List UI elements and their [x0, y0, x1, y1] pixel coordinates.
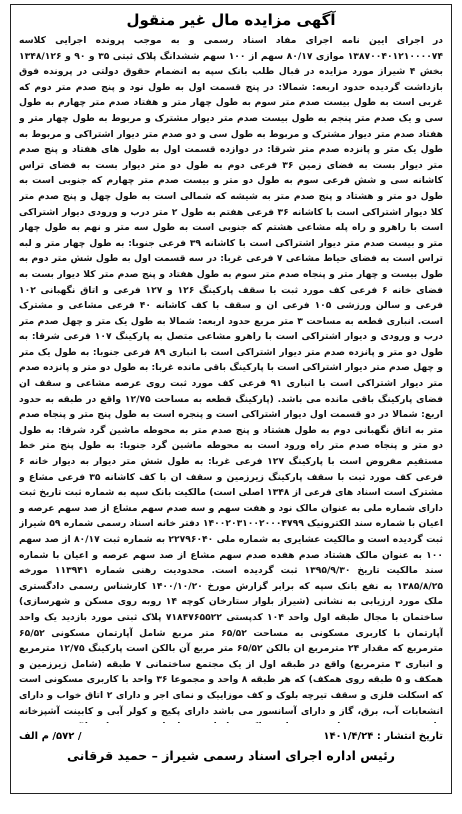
publish-date: تاریخ انتشار : ۱۴۰۱/۴/۲۴ — [323, 731, 443, 742]
reference-code: / ۵۷۲/ م الف — [19, 731, 82, 742]
signature-line: رئیس اداره اجرای اسناد رسمی شیراز – حمید قرقانی — [67, 748, 395, 763]
notice-frame — [10, 4, 452, 794]
notice-footer — [19, 731, 443, 742]
notice-title: آگهی مزایده مال غیر منقول — [126, 11, 336, 29]
notice-body: در اجرای ایین نامه اجرای مفاد اسناد رسمی و به موجب پرونده اجرایی کلاسه ۱۳۸۷۰۰۴۰۱۲۱۰۰۰۰۷۴ موازی ۸۰/۱۷ سهم از ۱۰۰ سهم ششدانگ پلاک ثبتی ۳۵ و ۹۰ و ۱۳۴۸/۱۲۶ بخش ۴ شیراز مورد مزایده در قبال طلب بانک سپه به انضمام حقوق دولتی در پرونده فوق بازداشت گردیده حدود اربعه: شمالا: در پنج قسمت اول به طول نود و پنج صدم متر دوم که غربی است به طول بیست صدم متر سوم به طول چهار متر و هفتاد صدم متر چهارم به طول سی و یک صدم متر پنجم به طول بیست صدم متر دیوار مشترک و مربوط به طول چهار متر و هفتاد صدم متر دیوار مشترک و مربوط به طول سی و دو صدم متر دیوار اشتراکی و مربوط به طول یک متر و پانزده صدم متر شرقا: در دوازده قسمت اول به طول های هفتاد و پنج صدم متر دیوار بست به فضای زمین ۳۶ فرعی دوم به طول دو متر دیوار بست به فضای تراس کاشانه سی و شش فرعی سوم به طول دو متر و بیست صدم متر چهارم که جنوبی است به طول دو متر و هشتاد و پنج صدم متر به شیشه که شمالی است به طول چهل و پنج صدم متر کلا دیوار اشتراکی است با کاشانه ۳۶ فرعی هفتم به طول ۲ متر درب و ورودی دیوار اشتراکی است با راهرو و راه پله مشاعی هشتم که جنوبی است به طول سه متر و نهم به طول چهار متر و بیست صدم متر دیوار اشتراکی است با کاشانه ۳۹ فرعی جنوبا: به طول چهار متر و لبه تراس است به فضای حیاط مشاعی ۷ فرعی غربا: در سه قسمت اول به طول شش متر دوم به طول بیست و چهار متر و پنجاه صدم متر سوم به طول هفتاد و پنج صدم متر کلا دیوار بست به فضای خانه ۶ فرعی کف مورد ثبت با سقف پارکینگ ۱۲۶ و ۱۲۷ فرعی و اتاق نگهبانی ۱۰۲ فرعی و سالن ورزشی ۱۰۵ فرعی ان و سقف با کف کاشانه ۴۰ فرعی مشاعی و مشترک است. انباری قطعه به مساحت ۳ متر مربع حدود اربعه: شمالا به طول یک متر و چهل صدم متر درب و ورودی و دیوار اشتراکی است با راهرو مشاعی متصل به پارکینگ ۱۰۷ فرعی شرقا: به طول دو متر و پانزده صدم متر دیوار اشتراکی است با انباری ۸۹ فرعی جنوبا: به طول یک متر و چهل صدم متر دیوار اشتراکی است با پارکینگ باقی مانده غربا: به طول دو متر و پانزده صدم متر دیوار اشتراکی است با انباری ۹۱ فرعی کف مورد ثبت روی عرصه مشاعی و سقف ان فضای پارکینگ باقی مانده می باشد. (پارکینگ قطعه به مساحت ۱۲/۷۵ واقع در طبقه به حدود اربع: شمالا در دو قسمت اول دیوار اشتراکی است و پنجره است به طول پنج متر و پنجاه صدم متر به اتاق نگهبانی دوم به طول هشتاد و پنج صدم متر به محوطه ماشین گرد شرقا: به طول دو متر و پنجاه صدم متر راه ورود است به محوطه ماشین گرد جنوبا: به طول پنج متر خط مستقیم مفروض است با پارکینگ ۱۲۷ فرعی غربا: به طول شش متر دیوار به دیوار خانه ۶ فرعی کف مورد ثبت با سقف پارکینگ زیرزمین و سقف ان با کف کاشانه ۳۵ فرعی مشاع و مشترک است اسناد های فرعی از ۱۳۴۸ اصلی است) مالکیت بانک سپه به شماره ثبت تاریخ ثبت دارای شماره ملی به عنوان مالک نود و هفت سهم و سه صدم سهم مشاع از صد سهم عرصه و اعیان با شماره سند الکترونیک ۱۴۰۰۲۰۳۱۰۰۲۰۰۰۴۷۹۹ دفتر خانه اسناد رسمی شماره ۵۹ شیراز ثبت گردیده است و مالکیت عشایری به شماره ملی ۲۲۷۹۶۰۴۰ به شماره ثبت ۸۰/۱۷ از صد سهم ۱۰۰ به عنوان مالک هشتاد صدم هفده صدم سهم مشاع از صد سهم عرصه و اعیان با شماره سند مالکیت تاریخ ۱۳۹۵/۹/۳۰ ثبت گردیده است. محدودیت رهنی شماره ۱۱۳۹۴۱ مورخه ۱۳۸۵/۸/۲۵ به نفع بانک سپه که برابر گزارش مورخ ۱۴۰۰/۱۰/۲۰ کارشناس رسمی دادگستری ملک مورد ارزیابی به نشانی (شیراز بلوار ستارخان کوچه ۱۴ روبه روی مسکن و شهرسازی) ساختمان با مجال طبقه اول واحد ۱۰۴ کدپستی ۷۱۸۴۷۶۵۵۲۲ پلاک ثبتی مورد بازدید یک واحد آپارتمان با کاربری مسکونی به مساحت ۶۵/۵۲ متر مربع شامل آپارتمان مسکونی ۶۵/۵۲ مترمربع که مقدار ۲۴ مترمربع ان بالکن ۶۵/۵۲ متر مربع آن بالکن است پارکینگ ۱۲/۷۵ مترمربع و انباری ۳ مترمربع) واقع در طبقه اول از یک مجتمع ساختمانی ۷ طبقه (شامل زیرزمین و همکف و ۵ طبقه روی همکف) که هر طبقه ۸ واحد و مجموعا ۳۶ واحد با کاربری مسکونی است که اسکلت فلزی و سقف تیرچه بلوک و کف موزاییک و نمای اجر و دارای ۲ اتاق خواب و دارای انشعابات آب، برق، گاز و دارای آسانسور می باشد دارای پکیج و کولر آبی و کابینت آشپزخانه — [19, 35, 443, 717]
